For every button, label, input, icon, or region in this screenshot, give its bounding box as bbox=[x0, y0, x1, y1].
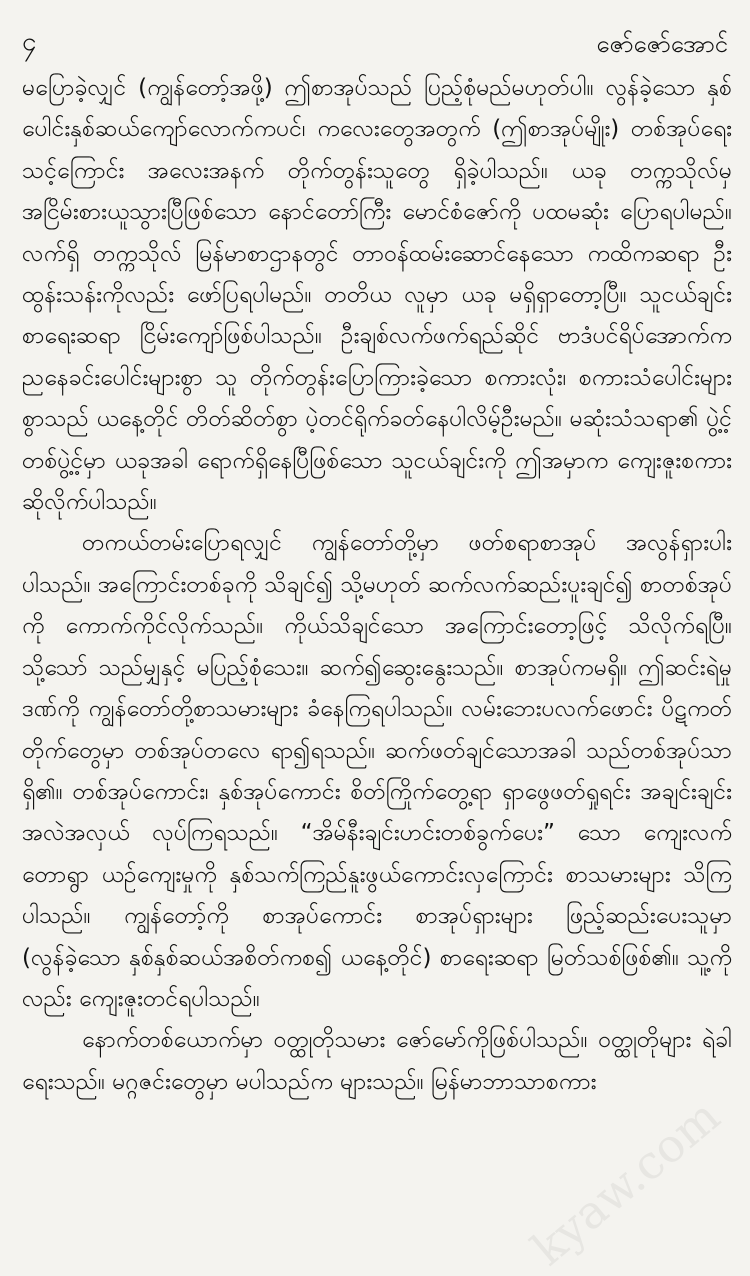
running-head-author: ဇော်ဇော်အောင် bbox=[596, 30, 728, 58]
body-text bbox=[22, 68, 732, 1103]
watermark: kyaw.com bbox=[521, 1088, 730, 1276]
page-number: ၄ bbox=[22, 27, 37, 57]
page-header bbox=[0, 22, 750, 66]
paragraph-2: တကယ်တမ်းပြောရလျှင် ကျွန်တော်တို့မှာ ဖတ်စရာစာအုပ် အလွန်ရှားပါးပါသည်။ အကြောင်းတစ်ခုကို သိချင်၍ သို့မဟုတ် ဆက်လက်ဆည်းပူးချင်၍ စာတစ်အုပ်ကို ကောက်ကိုင်လိုက်သည်။ ကိုယ်သိချင်သော အကြောင်းတော့ဖြင့် သိလိုက်ရပြီ။ သို့သော် သည်မျှနှင့် မပြည့်စုံသေး။ ဆက်၍ဆွေးနွေးသည်။ စာအုပ်ကမရှိ။ ဤဆင်းရဲမှုဒဏ်ကို ကျွန်တော်တို့စာသမားများ ခံနေကြရပါသည်။ လမ်းဘေးပလက်ဖောင်း ပိဋကတ်တိုက်တွေမှာ တစ်အုပ်တလေ ရာ၍ရသည်။ ဆက်ဖတ်ချင်သောအခါ သည်တစ်အုပ်သာရှိ၏။ တစ်အုပ်ကောင်း၊ နှစ်အုပ်ကောင်း စိတ်ကြိုက်တွေ့ရာ ရှာဖွေဖတ်ရှုရင်း အချင်းချင်း အလဲအလှယ် လုပ်ကြရသည်။ “အိမ်နီးချင်းဟင်းတစ်ခွက်ပေး” သော ကျေးလက်တောရွာ ယဉ်ကျေးမှုကို နှစ်သက်ကြည်နူးဖွယ်ကောင်းလှကြောင်း စာသမားများ သိကြပါသည်။ ကျွန်တော့်ကို စာအုပ်ကောင်း စာအုပ်ရှားများ ဖြည့်ဆည်းပေးသူမှာ (လွန်ခဲ့သော နှစ်နှစ်ဆယ်အစိတ်ကစ၍ ယနေ့တိုင်) စာရေးဆရာ မြတ်သစ်ဖြစ်၏။ သူ့ကိုလည်း ကျေးဇူးတင်ရပါသည်။ bbox=[22, 530, 732, 1012]
paragraph-1: မပြောခဲ့လျှင် (ကျွန်တော့်အဖို့) ဤစာအုပ်သည် ပြည့်စုံမည်မဟုတ်ပါ။ လွန်ခဲ့သော နှစ်ပေါင်းနှစ်ဆယ်ကျော်လောက်ကပင်၊ ကလေးတွေအတွက် (ဤစာအုပ်မျိုး) တစ်အုပ်ရေးသင့်ကြောင်း အလေးအနက် တိုက်တွန်းသူတွေ ရှိခဲ့ပါသည်။ ယခု တက္ကသိုလ်မှ အငြိမ်းစားယူသွားပြီဖြစ်သော နောင်တော်ကြီး မောင်စံဇော်ကို ပထမဆုံး ပြောရပါမည်။ လက်ရှိ တက္ကသိုလ် မြန်မာစာဌာနတွင် တာဝန်ထမ်းဆောင်နေသော ကထိကဆရာ ဦးထွန်းသန်းကိုလည်း ဖော်ပြရပါမည်။ တတိယ လူမှာ ယခု မရှိရှာတော့ပြီ။ သူငယ်ချင်းစာရေးဆရာ ငြိမ်းကျော်ဖြစ်ပါသည်။ ဦးချစ်လက်ဖက်ရည်ဆိုင် ဗာဒံပင်ရိပ်အောက်က ညနေခင်းပေါင်းများစွာ သူ တိုက်တွန်းပြောကြားခဲ့သော စကားလုံး၊ စကားသံပေါင်းများစွာသည် ယနေ့တိုင် တိတ်ဆိတ်စွာ ပဲ့တင်ရိုက်ခတ်နေပါလိမ့်ဦးမည်။ မဆုံးသံသရာ၏ ပွဲ့င့်တစ်ပွဲ့င့်မှာ ယခုအခါ ရောက်ရှိနေပြီဖြစ်သော သူငယ်ချင်းကို ဤအမှာက ကျေးဇူးစကား ဆိုလိုက်ပါသည်။ bbox=[22, 75, 732, 516]
paragraph-3: နောက်တစ်ယောက်မှာ ဝတ္ထုတိုသမား ဇော်မော်ကိုဖြစ်ပါသည်။ ဝတ္ထုတိုများ ရဲခါရေးသည်။ မဂ္ဂဇင်းတွေမှာ မပါသည်က များသည်။ မြန်မာဘာသာစကား bbox=[22, 1027, 732, 1095]
